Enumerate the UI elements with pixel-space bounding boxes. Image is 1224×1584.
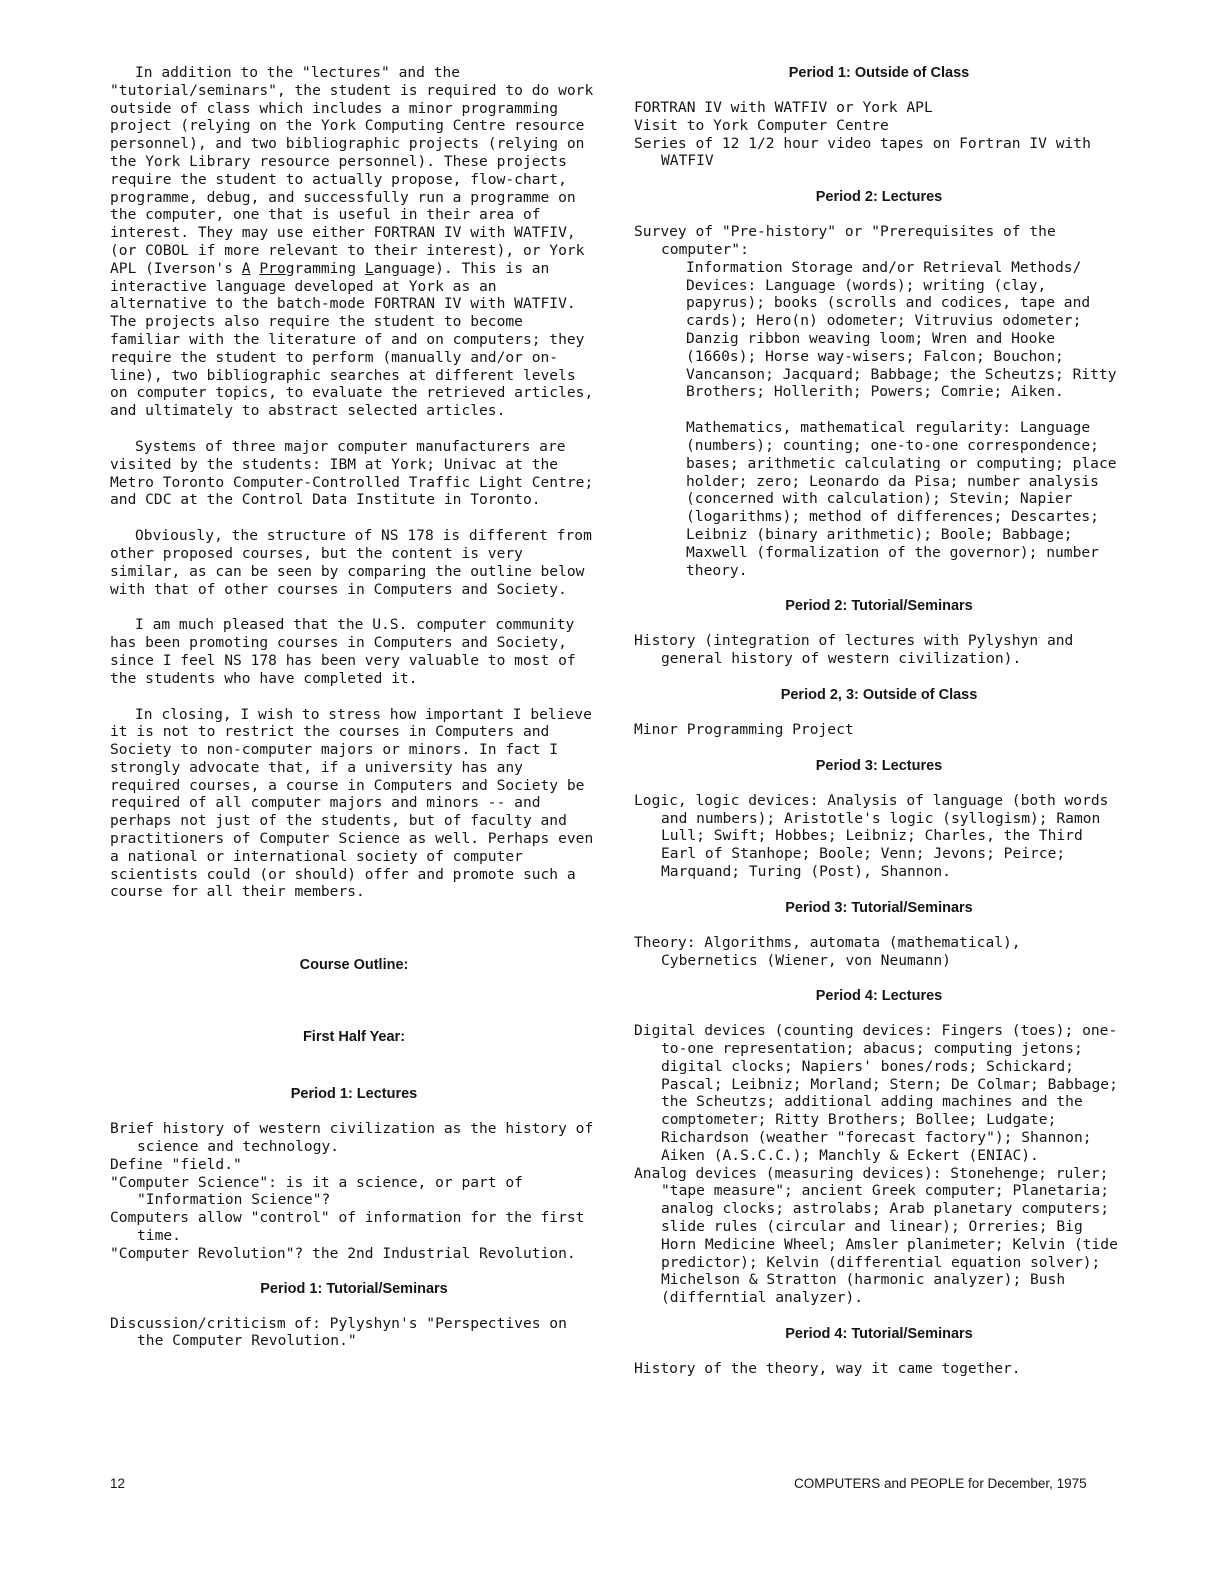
p23-outside-item: Minor Programming Project <box>634 720 854 738</box>
apl-gramming: gramming <box>285 259 365 277</box>
period23-outside-heading: Period 2, 3: Outside of Class <box>780 686 978 703</box>
p1-lecture-item: Define "field." <box>110 1155 242 1173</box>
paragraph-closing: In closing, I wish to stress how important I believe it is not to restrict the courses in Computers and Society to non-computer majors or minors. In fact I strongly advocate that, if a university has any required courses, a course in Computers and Society be required of all computer majors and minors -- and perhaps not just of the students, but of faculty and practitioners of Computer Science as well. Perhaps even a national or international society of computer scientists could (or should) offer and promote such a course for all their members. <box>110 705 594 901</box>
p1-lecture-item: Computers allow "control" of information for the first time. <box>110 1209 585 1245</box>
period1-outside-heading: Period 1: Outside of Class <box>788 65 970 81</box>
p1-tutorial-item: Discussion/criticism of: Pylyshyn's "Perspectives on the Computer Revolution." <box>110 1314 567 1350</box>
first-half-year-heading: First Half Year: <box>302 1029 406 1046</box>
period2-tutorial-heading: Period 2: Tutorial/Seminars <box>785 598 973 615</box>
paragraph-projects <box>110 64 598 420</box>
period1-tutorial-heading: Period 1: Tutorial/Seminars <box>260 1280 448 1297</box>
apl-a-underlined: A <box>241 259 251 277</box>
p1-outside-item: Visit to York Computer Centre <box>634 116 889 134</box>
paragraph-us-community: I am much pleased that the U.S. computer community has been promoting courses in Computers and Society, since I feel NS 178 has been very valuable to most of the students who have completed it. <box>110 616 576 687</box>
period4-lectures-heading: Period 4: Lectures <box>815 988 943 1005</box>
p2-lecture-mathematics: Mathematics, mathematical regularity: Language (numbers); counting; one-to-one correspondence; bases; arithmetic calculating or computing; place holder; zero; Leonardo da Pisa; number analysis (concerned with calculation); Stevin; Napier (logarithms); method of differences; Descartes; Leibniz (binary arithmetic); Boole; Babbage; Maxwell (formalization of the governor); number theory. <box>686 419 1117 579</box>
period2-lectures-heading: Period 2: Lectures <box>815 189 943 206</box>
paragraph-projects-text: In addition to the "lectures" and the "tutorial/seminars", the student is required to do work outside of class which includes a minor programming project (relying on the York Computing Centre resource personnel), and two bibliographic projects (relying on the York Library resource personnel). These projects require the student to actually propose, flow-chart, programme, debug, and successfully run a programme on the computer, one that is useful in their area of interest. They may use either FORTRAN IV with WATFIV, (or COBOL if more relevant to their interest), or York APL (Iverson's <box>110 64 594 277</box>
journal-footer: COMPUTERS and PEOPLE for December, 1975 <box>794 1476 1087 1491</box>
paragraph-structure: Obviously, the structure of NS 178 is different from other proposed courses, but the content is very similar, as can be seen by comparing the outline below with that of other courses in Computers and Society. <box>110 527 592 598</box>
p4-tutorial-item: History of the theory, way it came together. <box>634 1360 1021 1378</box>
p1-lecture-item: Brief history of western civilization as the history of science and technology. <box>110 1120 594 1156</box>
period3-lectures-heading: Period 3: Lectures <box>815 757 943 774</box>
paragraph-systems: Systems of three major computer manufacturers are visited by the students: IBM at York; Univac at the Metro Toronto Computer-Controlled Traffic Light Centre; and CDC at the Control Data Institute in Toronto. <box>110 437 594 509</box>
p3-tutorial-item: Theory: Algorithms, automata (mathematical), Cybernetics (Wiener, von Neumann) <box>634 933 1021 969</box>
p1-lecture-item: "Computer Science": is it a science, or part of "Information Science"? <box>110 1173 523 1209</box>
p1-outside-item: Series of 12 1/2 hour video tapes on Fortran IV with WATFIV <box>634 134 1091 170</box>
p2-tutorial-item: History (integration of lectures with Pylyshyn and general history of western civilization). <box>634 632 1074 668</box>
page-number: 12 <box>110 1476 126 1491</box>
paragraph-projects-tail: anguage). This is an interactive language developed at York as an alternative to the batch-mode FORTRAN IV with WATFIV. The projects also require the student to become familiar with the literature of and on computers; they require the student to perform (manually and/or on-line), two bibliographic searches at different levels on computer topics, to evaluate the retrieved articles, and ultimately to abstract selected articles. <box>110 259 594 420</box>
course-outline-heading: Course Outline: <box>299 957 409 974</box>
p1-lecture-item: "Computer Revolution"? the 2nd Industrial Revolution. <box>110 1244 576 1262</box>
p1-outside-item: FORTRAN IV with WATFIV or York APL <box>634 99 933 116</box>
apl-l-underlined: L <box>364 259 374 277</box>
p2-lecture-storage: Information Storage and/or Retrieval Methods/ Devices: Language (words); writing (clay, papyrus); books (scrolls and codices, tape and cards); Hero(n) odometer; Vitruvius odometer; Danzig ribbon weaving loom; Wren and Hooke (1660s); Horse way-wisers; Falcon; Bouchon; Vancanson; Jacquard; Babbage; the Scheutzs; Ritty Brothers; Hollerith; Powers; Comrie; Aiken. <box>686 258 1117 401</box>
p2-lecture-intro: Survey of "Pre-history" or "Prerequisites of the computer": <box>634 223 1056 258</box>
left-column <box>110 64 598 1350</box>
period3-tutorial-heading: Period 3: Tutorial/Seminars <box>785 899 973 916</box>
period1-lectures-heading: Period 1: Lectures <box>290 1086 418 1103</box>
period4-tutorial-heading: Period 4: Tutorial/Seminars <box>785 1326 973 1343</box>
p4-lecture-analog: Analog devices (measuring devices): Stonehenge; ruler; "tape measure"; ancient Greek computer; Planetaria; analog clocks; astrolabs; Arab planetary computers; slide rules (circular and linear); Orreries; Big Horn Medicine Wheel; Amsler planimeter; Kelvin (tide predictor); Kelvin (differential equation solver); Michelson & Stratton (harmonic analyzer); Bush (differntial analyzer). <box>634 1164 1118 1307</box>
right-column <box>634 64 1124 1378</box>
apl-pro-underlined: Pro <box>259 259 286 277</box>
p3-lecture-item: Logic, logic devices: Analysis of language (both words and numbers); Aristotle's logic (syllogism); Ramon Lull; Swift; Hobbes; Leibniz; Charles, the Third Earl of Stanhope; Boole; Venn; Jevons; Peirce; Marquand; Turing (Post), Shannon. <box>634 791 1109 880</box>
p4-lecture-digital: Digital devices (counting devices: Fingers (toes); one-to-one representation; abacus; computing jetons; digital clocks; Napiers' bones/rods; Schickard; Pascal; Leibniz; Morland; Stern; De Colmar; Babbage; the Scheutzs; additional adding machines and the comptometer; Ritty Brothers; Bollee; Ludgate; Richardson (weather "forecast factory"); Shannon; Aiken (A.S.C.C.); Manchly & Eckert (ENIAC). <box>634 1022 1118 1164</box>
